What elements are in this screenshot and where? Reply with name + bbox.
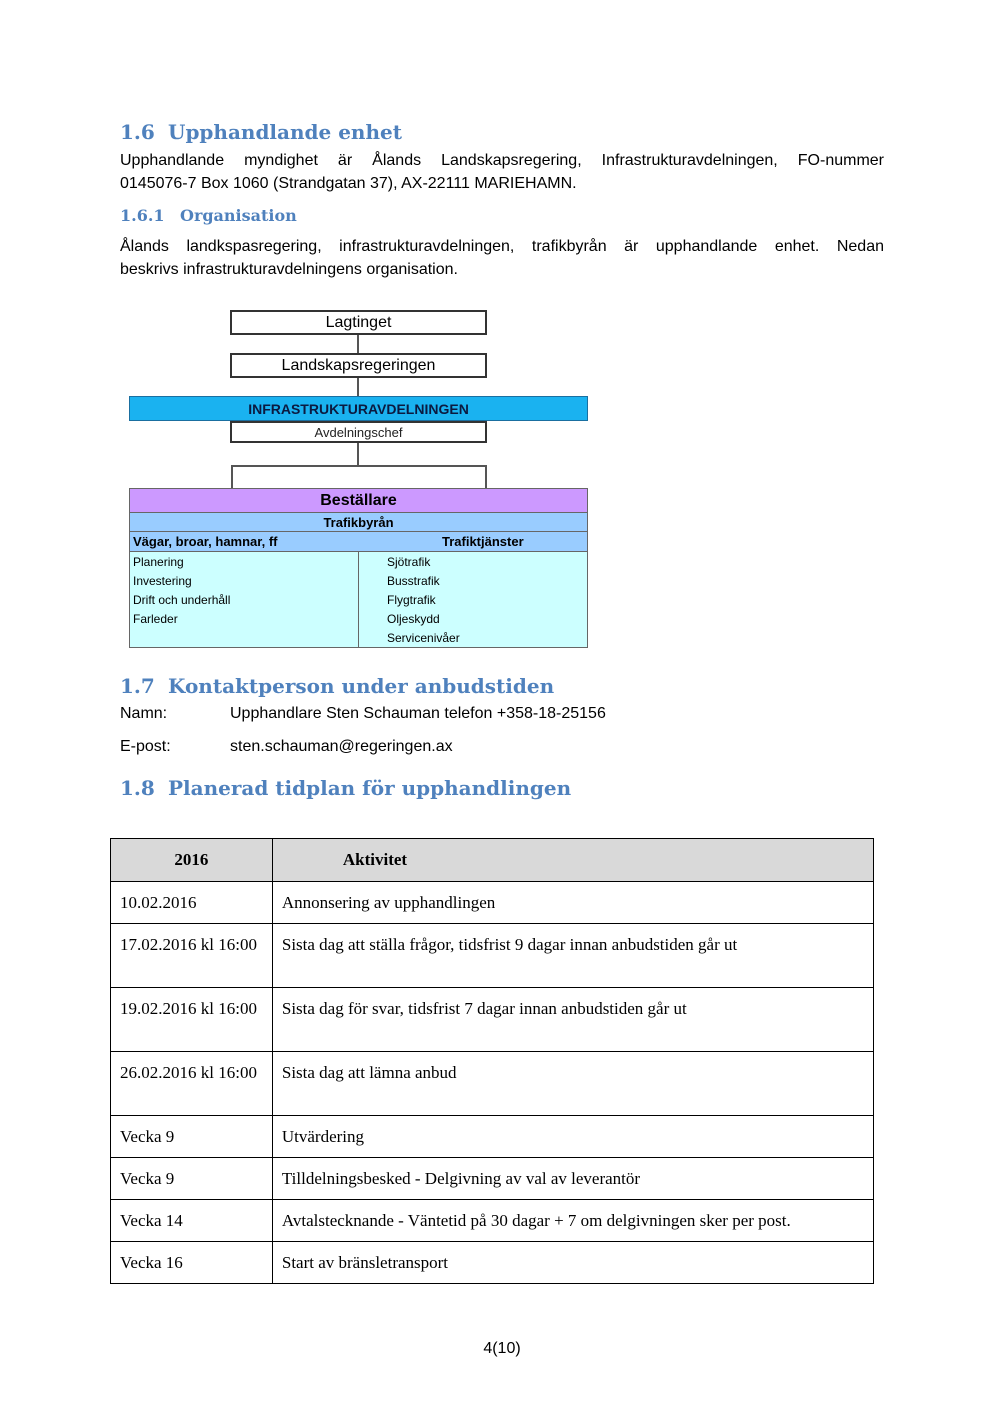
section-title: Upphandlande enhet <box>168 120 402 144</box>
date-cell: 26.02.2016 kl 16:00 <box>111 1052 273 1116</box>
email-label: E-post: <box>120 738 171 755</box>
name-label: Namn: <box>120 705 168 722</box>
table-row <box>111 988 874 1052</box>
activity-cell: Start av bränsletransport <box>272 1242 873 1284</box>
connector-line <box>357 335 359 354</box>
activity-cell: Annonsering av upphandlingen <box>272 882 873 924</box>
paragraph-organisation <box>120 235 884 281</box>
connector-line <box>231 465 233 489</box>
section-number: 1.7 <box>120 674 155 698</box>
org-item: Oljeskydd <box>387 612 440 626</box>
trafikbyran-header: Trafikbyrån <box>130 513 587 532</box>
table-row <box>111 1116 874 1158</box>
date-cell: Vecka 16 <box>111 1242 273 1284</box>
date-cell: Vecka 14 <box>111 1200 273 1242</box>
connector-line <box>231 465 487 467</box>
email-value: sten.schauman@regeringen.ax <box>230 738 453 755</box>
date-cell: Vecka 9 <box>111 1116 273 1158</box>
column-header-activity: Aktivitet <box>272 839 873 882</box>
org-item: Sjötrafik <box>387 555 431 569</box>
paragraph-line: beskrivs infrastrukturavdelningens organisation. <box>120 261 458 278</box>
date-cell: 19.02.2016 kl 16:00 <box>111 988 273 1052</box>
name-value: Upphandlare Sten Schauman telefon +358-18-25156 <box>230 705 606 722</box>
org-item: Flygtrafik <box>387 593 436 607</box>
org-item: Investering <box>133 574 192 588</box>
date-cell: 10.02.2016 <box>111 882 273 924</box>
activity-cell: Sista dag att lämna anbud <box>272 1052 873 1116</box>
schedule-table <box>110 838 874 1284</box>
section-heading-1-6-1 <box>120 206 297 225</box>
table-row <box>111 924 874 988</box>
table-row <box>111 1242 874 1284</box>
table-row <box>111 1158 874 1200</box>
section-title: Kontaktperson under anbudstiden <box>168 674 555 698</box>
org-item: Busstrafik <box>387 574 440 588</box>
date-cell: Vecka 9 <box>111 1158 273 1200</box>
org-box-infrastrukturavdelningen: INFRASTRUKTURAVDELNINGEN <box>129 396 588 421</box>
table-row <box>111 1052 874 1116</box>
section-title: Planerad tidplan för upphandlingen <box>168 776 572 800</box>
org-box-lagtinget: Lagtinget <box>230 310 487 335</box>
section-number: 1.6.1 <box>120 206 165 225</box>
left-column-header: Vägar, broar, hamnar, ff <box>133 534 278 549</box>
connector-line <box>357 378 359 397</box>
paragraph-upphandlande <box>120 149 884 195</box>
activity-cell: Utvärdering <box>272 1116 873 1158</box>
section-number: 1.8 <box>120 776 155 800</box>
connector-line <box>485 465 487 489</box>
activity-cell: Sista dag för svar, tidsfrist 7 dagar innan anbudstiden går ut <box>272 988 873 1052</box>
activity-cell: Sista dag att ställa frågor, tidsfrist 9 dagar innan anbudstiden går ut <box>272 924 873 988</box>
org-box-avdelningschef: Avdelningschef <box>230 421 487 443</box>
org-item: Drift och underhåll <box>133 593 231 607</box>
bestallare-header: Beställare <box>130 489 587 513</box>
table-row <box>111 1200 874 1242</box>
table-row <box>111 882 874 924</box>
column-divider <box>358 551 359 647</box>
bestallare-block <box>129 488 588 648</box>
section-heading-1-6 <box>120 120 402 144</box>
section-title: Organisation <box>180 206 297 225</box>
section-heading-1-7 <box>120 674 554 698</box>
activity-cell: Tilldelningsbesked - Delgivning av val av leverantör <box>272 1158 873 1200</box>
date-cell: 17.02.2016 kl 16:00 <box>111 924 273 988</box>
page-number: 4(10) <box>483 1340 521 1357</box>
section-heading-1-8 <box>120 776 571 800</box>
column-header-band <box>130 532 587 552</box>
org-item: Farleder <box>133 612 178 626</box>
column-header-year: 2016 <box>111 839 273 882</box>
section-number: 1.6 <box>120 120 155 144</box>
org-box-landskapsregeringen: Landskapsregeringen <box>230 353 487 378</box>
org-item: Servicenivåer <box>387 631 460 645</box>
connector-line <box>357 443 359 466</box>
paragraph-line: Upphandlande myndighet är Ålands Landskapsregering, Infrastrukturavdelningen, FO-nummer <box>120 152 884 169</box>
table-header-row <box>111 839 874 882</box>
activity-cell: Avtalstecknande - Väntetid på 30 dagar + 7 om delgivningen sker per post. <box>272 1200 873 1242</box>
right-column-header: Trafiktjänster <box>442 534 524 549</box>
paragraph-line: 0145076-7 Box 1060 (Strandgatan 37), AX-22111 MARIEHAMN. <box>120 175 577 192</box>
paragraph-line: Ålands landkspasregering, infrastrukturavdelningen, trafikbyrån är upphandlande enhet. Nedan <box>120 238 884 255</box>
org-item: Planering <box>133 555 184 569</box>
